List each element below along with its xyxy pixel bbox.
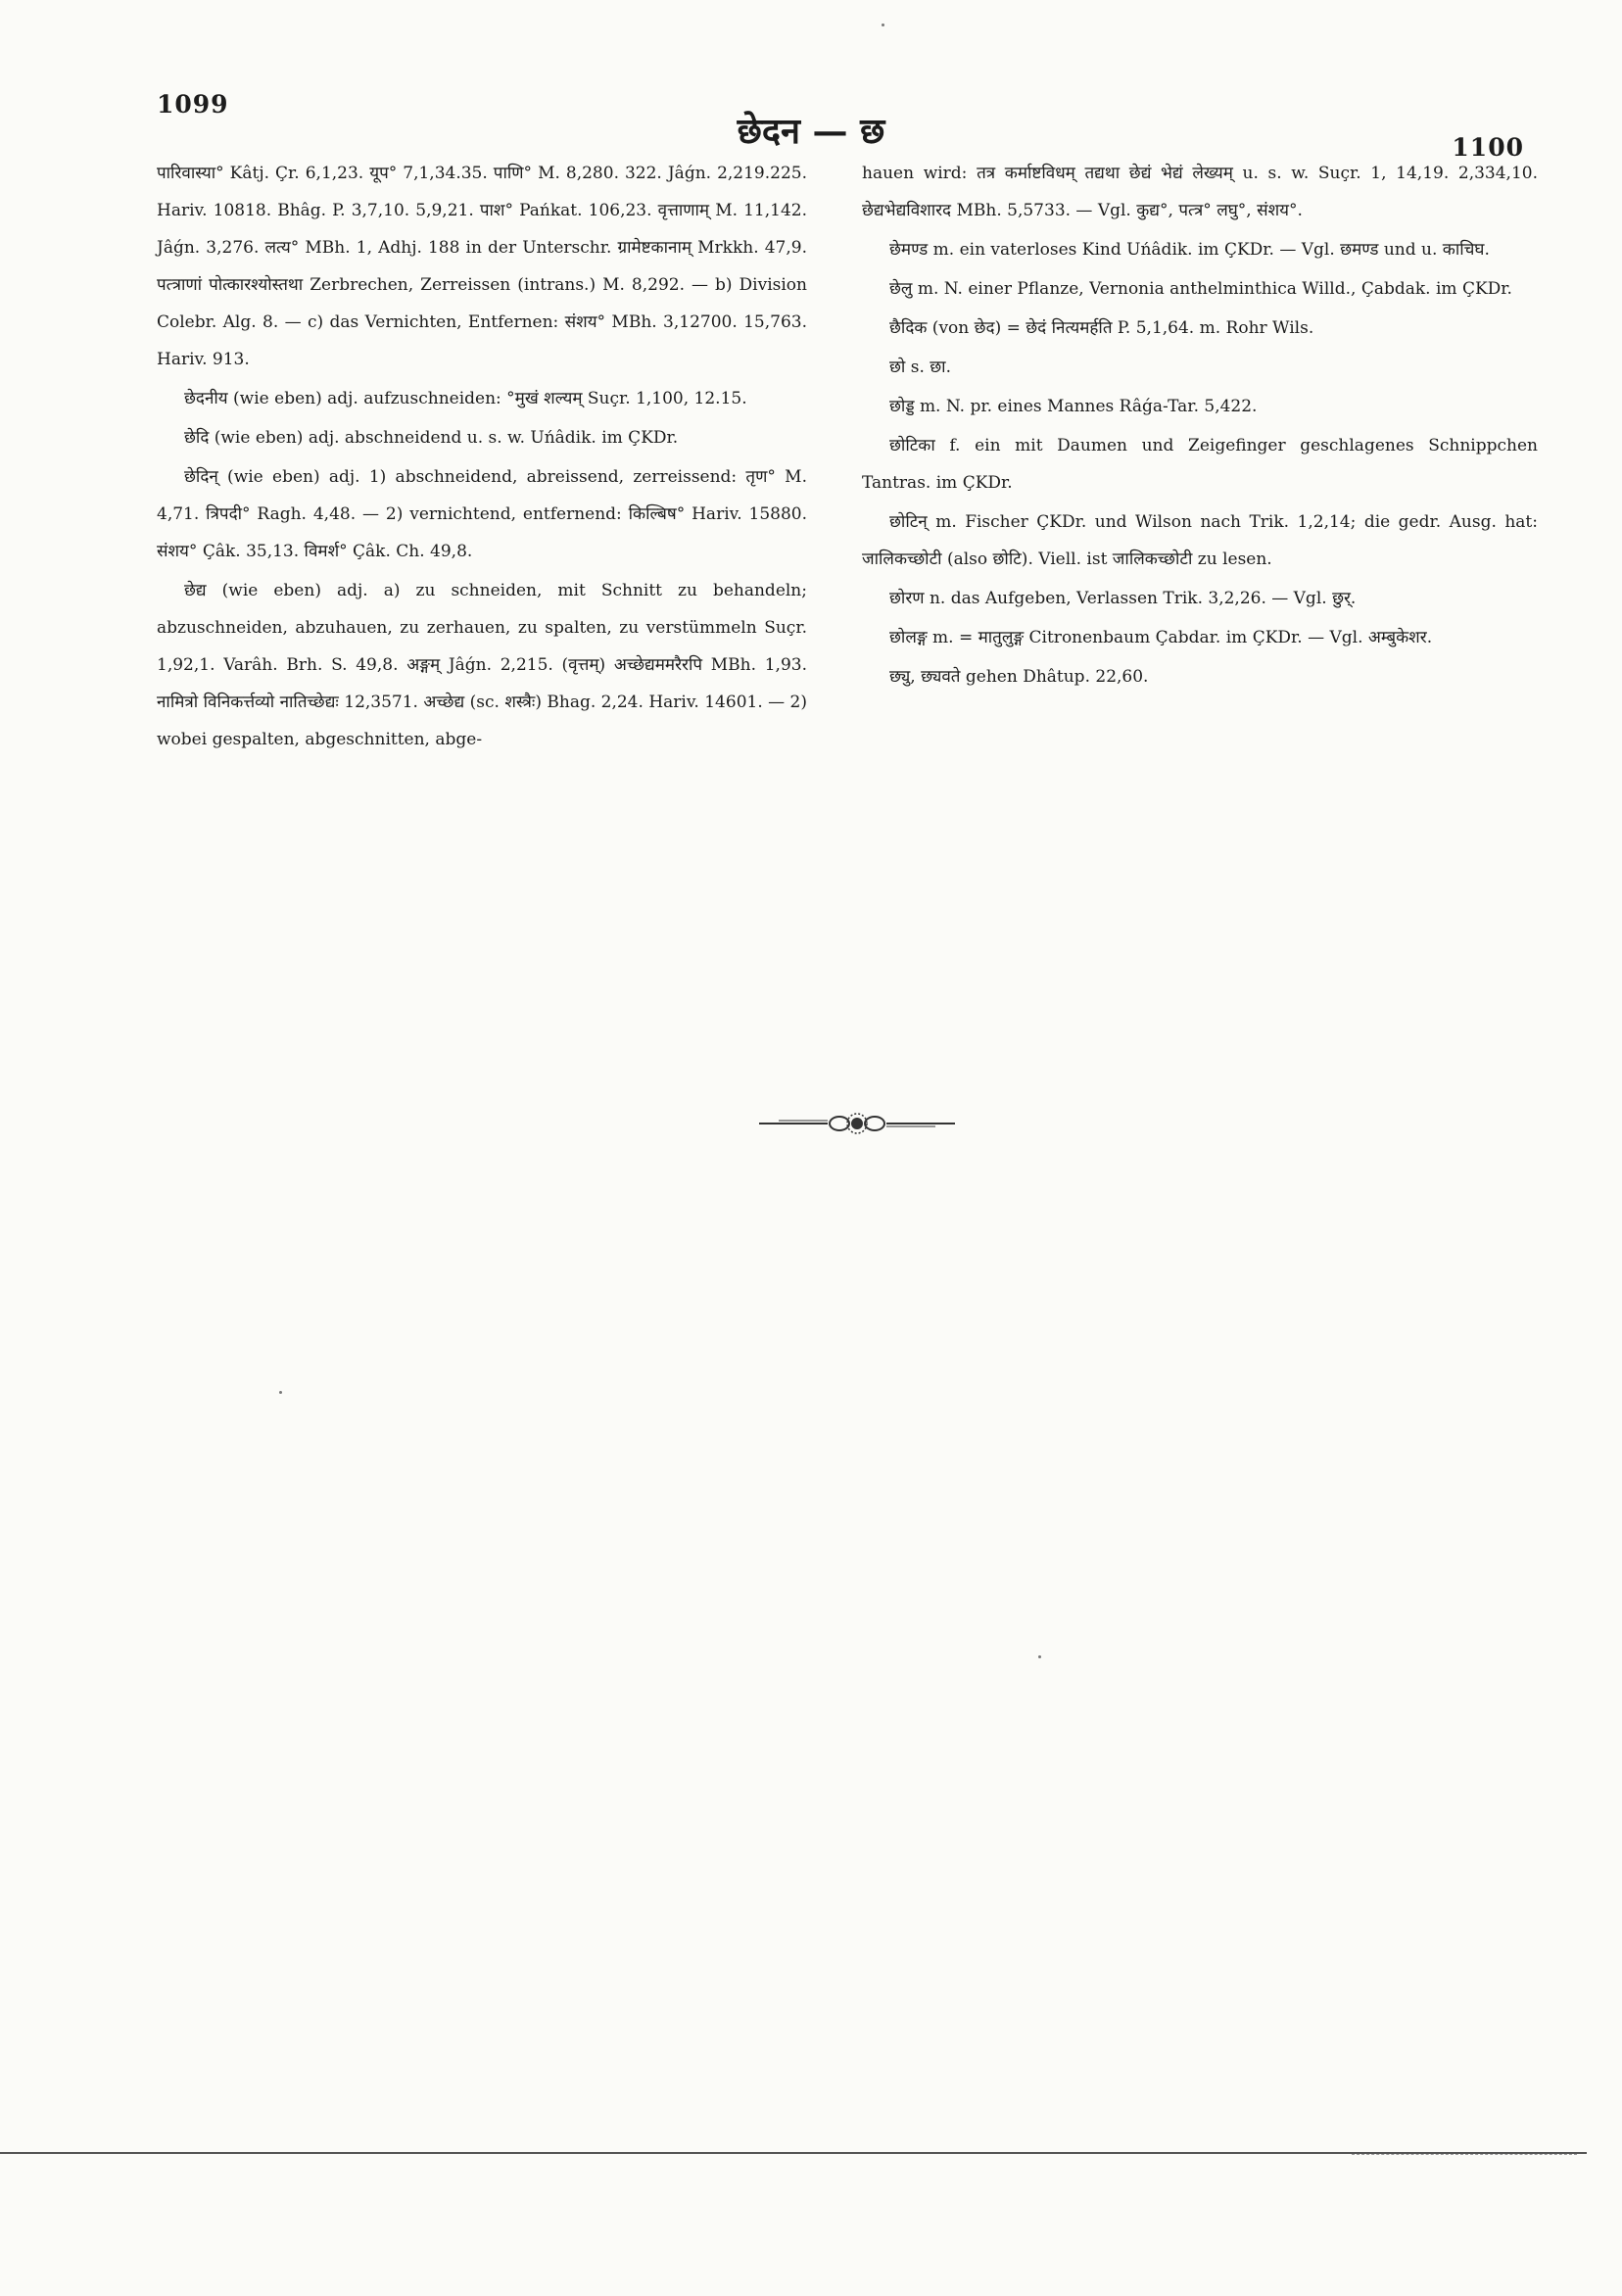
speck [1038,1655,1041,1658]
bottom-rule-faint [1352,2154,1577,2155]
speck [279,1391,282,1394]
entry-paragraph: छैदिक (von छेद) = छेदं नित्यमर्हति P. 5,1,64. m. Rohr Wils. [889,318,1314,338]
page-number-right: 1100 [1452,133,1524,162]
bottom-rule [0,2152,1587,2154]
entry-paragraph: छोरण n. das Aufgeben, Verlassen Trik. 3,2,26. — Vgl. छुर्. [889,589,1357,608]
entry-paragraph: छोटिका f. ein mit Daumen und Zeigefinger geschlagenes Schnippchen Tantras. im ÇKDr. [862,436,1538,493]
entry-paragraph: छेद्य (wie eben) adj. a) zu schneiden, mit Schnitt zu behandeln; abzuschneiden, abzuhauen, zu zerhauen, zu spalten, zu verstümmeln Suçr. 1,92,1. Varâh. Brh. S. 49,8. अङ्गम् Jâǵn. 2,215. (वृत्तम्) अच्छेद्यममरैरपि MBh. 1,93. नामित्रो विनिकर्त्तव्यो नातिच्छेद्यः 12,3571. अच्छेद्य (sc. शस्त्रैः) Bhag. 2,24. Hariv. 14601. — 2) wobei gespalten, abgeschnitten, abge- [157,581,807,749]
entry-paragraph: छेलु m. N. einer Pflanze, Vernonia anthelminthica Willd., Çabdak. im ÇKDr. [889,279,1512,299]
entry-paragraph: छेदिन् (wie eben) adj. 1) abschneidend, abreissend, zerreissend: तृण° M. 4,71. त्रिपदी° Ragh. 4,48. — 2) vernichtend, entfernend: किल्बिष° Hariv. 15880. संशय° Çâk. 35,13. विमर्श° Çâk. Ch. 49,8. [157,467,807,561]
entry-paragraph: छेमण्ड m. ein vaterloses Kind Uńâdik. im ÇKDr. — Vgl. छमण्ड und u. काचिघ. [889,240,1490,260]
entry-paragraph: छोलङ्ग m. = मातुलुङ्ग Citronenbaum Çabdar. im ÇKDr. — Vgl. अम्बुकेशर. [889,628,1433,647]
entry-paragraph: पारिवास्या° Kâtj. Çr. 6,1,23. यूप° 7,1,34.35. पाणि° M. 8,280. 322. Jâǵn. 2,219.225. Hariv. 10818. Bhâg. P. 3,7,10. 5,9,21. पाश° Pańkat. 106,23. वृत्ताणाम् M. 11,142. Jâǵn. 3,276. लत्य° MBh. 1, Adhj. 188 in der Unterschr. ग्रामेष्टकानाम् Mrkkh. 47,9. पत्त्राणां पोत्कारश्योस्तथा Zerbrechen, Zerreissen (intrans.) M. 8,292. — b) Division Colebr. Alg. 8. — c) das Vernichten, Entfernen: संशय° MBh. 3,12700. 15,763. Hariv. 913. [157,164,807,369]
entry-paragraph: छेदि (wie eben) adj. abschneidend u. s. w. Uńâdik. im ÇKDr. [184,428,679,448]
entry-paragraph: छोड्ड m. N. pr. eines Mannes Râǵa-Tar. 5,422. [889,397,1258,416]
page-number-left: 1099 [157,90,229,119]
entry-paragraph: छोटिन् m. Fischer ÇKDr. und Wilson nach Trik. 1,2,14; die gedr. Ausg. hat: जालिकच्छोटी (also छोटि). Viell. ist जालिकच्छोटी zu lesen. [862,512,1538,569]
ornament-divider-icon [759,1109,955,1138]
entry-paragraph: छ्यु, छ्यवते gehen Dhâtup. 22,60. [889,667,1149,687]
entry-paragraph: hauen wird: तत्र कर्माष्टविधम् तद्यथा छेद्यं भेद्यं लेख्यम् u. s. w. Suçr. 1, 14,19. 2,334,10. छेद्यभेद्यविशारद MBh. 5,5733. — Vgl. कुद्य°, पत्त्र° लघु°, संशय°. [862,164,1538,220]
left-column [157,155,807,760]
entry-paragraph: छेदनीय (wie eben) adj. aufzuschneiden: °मुखं शल्यम् Suçr. 1,100, 12.15. [184,389,747,408]
right-column [862,155,1538,697]
speck [882,24,884,26]
running-head: छेदन — छ [737,111,885,152]
entry-paragraph: छो s. छा. [889,358,951,377]
